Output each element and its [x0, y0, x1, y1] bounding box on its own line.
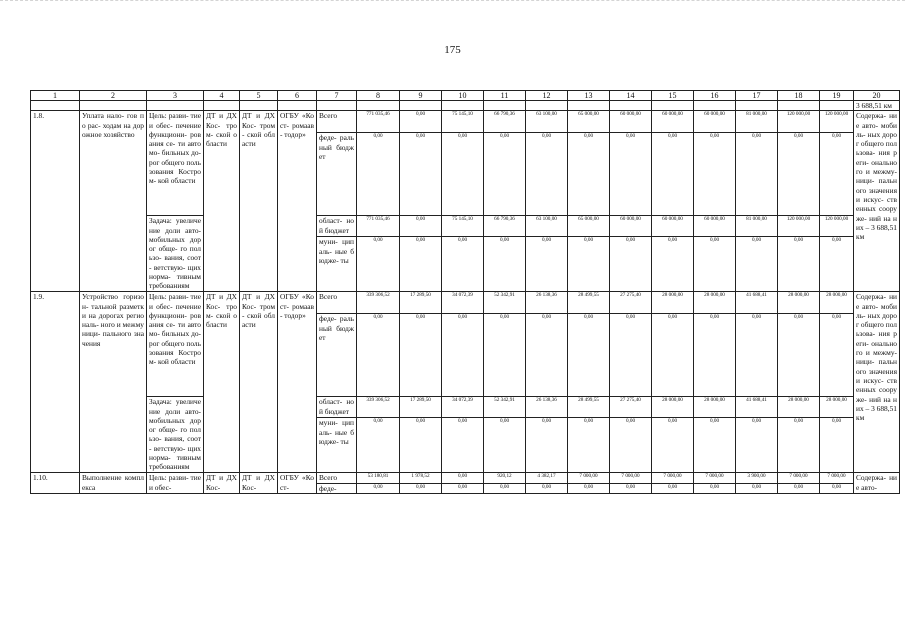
column-header: 16 [694, 91, 736, 101]
amount-cell: 41 688,41 [736, 397, 778, 418]
amount-cell: 0,00 [357, 483, 400, 493]
amount-cell: 17 289,50 [400, 292, 442, 314]
amount-cell: 52 342,91 [484, 292, 526, 314]
amount-cell: 28 000,00 [820, 397, 854, 418]
amount-cell: 0,00 [736, 314, 778, 397]
executor-cell: ОГБУ «Кост- ромаав- тодор» [278, 292, 317, 473]
amount-cell: 120 000,00 [778, 216, 820, 237]
amount-cell: 0,00 [778, 314, 820, 397]
task-text: Задача: увеличение доли авто- мобильных дорог обще- го пользо- вания, соот- ветствую- щих норма- тивным требованиям [147, 397, 204, 473]
amount-cell: 0,00 [484, 483, 526, 493]
funding-source: феде- ральный бюджет [317, 314, 357, 397]
column-header: 6 [278, 91, 317, 101]
amount-cell: 0,00 [820, 314, 854, 397]
funding-source: Всего [317, 111, 357, 133]
amount-cell: 28 000,00 [694, 292, 736, 314]
amount-cell: 0,00 [736, 133, 778, 216]
empty-cell [278, 101, 317, 111]
funding-source: област- ной бюджет [317, 216, 357, 237]
empty-cell [240, 101, 278, 111]
amount-cell: 0,00 [442, 473, 484, 483]
program-table [30, 90, 900, 494]
amount-cell: 0,00 [442, 314, 484, 397]
amount-cell: 81 000,00 [736, 216, 778, 237]
amount-cell: 0,00 [694, 483, 736, 493]
column-header: 1 [31, 91, 80, 101]
amount-cell: 7 000,00 [778, 473, 820, 483]
amount-cell: 28 000,00 [694, 397, 736, 418]
result-text: Содержа- ние авто- мобиль- ных дорог общего пользова- ния реги- онального и межму- ници- пального значения и искус- ственных сооруже- ний на них – 3 688,51 км [854, 111, 900, 292]
amount-cell: 0,00 [610, 133, 652, 216]
funding-source: феде- ральный бюджет [317, 133, 357, 216]
amount-cell: 66 790,36 [484, 111, 526, 133]
funding-source: Всего [317, 292, 357, 314]
amount-cell: 60 000,00 [694, 111, 736, 133]
carry-over-row [31, 101, 900, 111]
amount-cell: 771 035,46 [357, 111, 400, 133]
amount-cell: 0,00 [652, 483, 694, 493]
amount-cell: 0,00 [400, 111, 442, 133]
result-text: Содержа- ние авто- [854, 473, 900, 494]
amount-cell: 0,00 [610, 314, 652, 397]
amount-cell: 1 978,52 [400, 473, 442, 483]
column-header: 11 [484, 91, 526, 101]
empty-cell [820, 101, 854, 111]
amount-cell: 120 000,00 [820, 216, 854, 237]
amount-cell: 52 342,91 [484, 397, 526, 418]
funding-source: муни- ципаль- ные бюдже- ты [317, 418, 357, 473]
column-header: 19 [820, 91, 854, 101]
amount-cell: 7 000,00 [694, 473, 736, 483]
amount-cell: 60 000,00 [610, 216, 652, 237]
amount-cell: 0,00 [736, 483, 778, 493]
empty-cell [778, 101, 820, 111]
amount-cell: 34 072,39 [442, 397, 484, 418]
header-row [31, 91, 900, 101]
measure-name: Устройство горизон- тальной разметки на дорогах региональ- ного и межмуници- пального значения [80, 292, 147, 473]
amount-cell: 0,00 [610, 418, 652, 473]
amount-cell: 7 000,00 [568, 473, 610, 483]
amount-cell: 0,00 [484, 418, 526, 473]
amount-cell: 28 000,00 [778, 292, 820, 314]
amount-cell: 0,00 [694, 418, 736, 473]
amount-cell: 41 688,41 [736, 292, 778, 314]
empty-cell [204, 101, 240, 111]
executor-cell: ДТ и ДХ Кос- [240, 473, 278, 494]
amount-cell: 0,00 [778, 133, 820, 216]
result-text: Содержа- ние авто- мобиль- ных дорог общего пользова- ния реги- онального и межму- ници- пального значения и искус- ственных сооруже- ний на них – 3 688,51 км [854, 292, 900, 473]
measure-name: Выполнение комплекса [80, 473, 147, 494]
amount-cell: 7 000,00 [820, 473, 854, 483]
column-header: 4 [204, 91, 240, 101]
task-text: Задача: увеличение доли авто- мобильных дорог обще- го пользо- вания, соот- ветствую- щих норма- тивным требованиям [147, 216, 204, 292]
amount-cell: 75 145,10 [442, 216, 484, 237]
amount-cell: 7 000,00 [652, 473, 694, 483]
amount-cell: 120 000,00 [820, 111, 854, 133]
carry-over-result: 3 688,51 км [854, 101, 900, 111]
amount-cell: 0,00 [820, 237, 854, 292]
column-header: 9 [400, 91, 442, 101]
empty-cell [526, 101, 568, 111]
amount-cell: 28 000,00 [652, 397, 694, 418]
amount-cell: 0,00 [526, 314, 568, 397]
amount-cell: 0,00 [568, 418, 610, 473]
amount-cell: 0,00 [400, 418, 442, 473]
amount-cell: 65 000,00 [568, 216, 610, 237]
amount-cell: 28 000,00 [820, 292, 854, 314]
amount-cell: 28 499,55 [568, 397, 610, 418]
funding-source: област- ной бюджет [317, 397, 357, 418]
amount-cell: 4 382,17 [526, 473, 568, 483]
column-header: 17 [736, 91, 778, 101]
amount-cell: 66 790,36 [484, 216, 526, 237]
goal-text: Цель: разви- тие и обес- печение функциони- рования се- ти автомо- бильных до- рог общего пользования Костром- кой области [147, 111, 204, 216]
amount-cell: 3 900,00 [736, 473, 778, 483]
empty-cell [736, 101, 778, 111]
empty-cell [357, 101, 400, 111]
amount-cell: 0,00 [568, 237, 610, 292]
executor-cell: ДТ и ДХ Кос- тром- ской области [204, 111, 240, 292]
amount-cell: 0,00 [526, 418, 568, 473]
amount-cell: 28 000,00 [652, 292, 694, 314]
amount-cell: 0,00 [357, 418, 400, 473]
amount-cell: 27 275,40 [610, 397, 652, 418]
amount-cell: 81 000,00 [736, 111, 778, 133]
table-row [31, 111, 900, 133]
amount-cell: 60 000,00 [652, 111, 694, 133]
empty-cell [317, 101, 357, 111]
funding-source: феде- [317, 483, 357, 493]
empty-cell [147, 101, 204, 111]
amount-cell: 7 000,00 [610, 473, 652, 483]
amount-cell: 0,00 [652, 237, 694, 292]
amount-cell: 0,00 [442, 237, 484, 292]
amount-cell: 60 000,00 [694, 216, 736, 237]
amount-cell: 65 000,00 [568, 111, 610, 133]
column-header: 5 [240, 91, 278, 101]
column-header: 15 [652, 91, 694, 101]
amount-cell: 0,00 [610, 237, 652, 292]
amount-cell: 63 100,00 [526, 111, 568, 133]
amount-cell: 26 138,36 [526, 397, 568, 418]
empty-cell [484, 101, 526, 111]
amount-cell: 0,00 [610, 483, 652, 493]
amount-cell: 0,00 [526, 483, 568, 493]
column-header: 8 [357, 91, 400, 101]
empty-cell [568, 101, 610, 111]
amount-cell: 0,00 [652, 418, 694, 473]
amount-cell: 63 100,00 [526, 216, 568, 237]
amount-cell: 0,00 [400, 133, 442, 216]
amount-cell: 0,00 [526, 133, 568, 216]
item-number: 1.10. [31, 473, 80, 494]
amount-cell: 0,00 [442, 418, 484, 473]
amount-cell: 60 000,00 [652, 216, 694, 237]
amount-cell: 0,00 [568, 133, 610, 216]
executor-cell: ДТ и ДХ Кос- тром- ской области [204, 292, 240, 473]
amount-cell: 0,00 [442, 483, 484, 493]
amount-cell: 0,00 [357, 237, 400, 292]
amount-cell: 0,00 [526, 237, 568, 292]
amount-cell: 0,00 [652, 314, 694, 397]
executor-cell: ДТ и ДХ Кос- [204, 473, 240, 494]
column-header: 18 [778, 91, 820, 101]
goal-text: Цель: разви- тие и обес- [147, 473, 204, 494]
item-number: 1.9. [31, 292, 80, 473]
amount-cell: 0,00 [778, 418, 820, 473]
executor-cell: ДТ и ДХ Кос- тром- ской области [240, 111, 278, 292]
empty-cell [400, 101, 442, 111]
executor-cell: ОГБУ «Кост- [278, 473, 317, 494]
amount-cell: 53 180,81 [357, 473, 400, 483]
amount-cell: 27 275,40 [610, 292, 652, 314]
table-row [31, 473, 900, 483]
amount-cell: 0,00 [736, 418, 778, 473]
item-number: 1.8. [31, 111, 80, 292]
column-header: 13 [568, 91, 610, 101]
amount-cell: 28 000,00 [778, 397, 820, 418]
amount-cell: 0,00 [736, 237, 778, 292]
column-header: 7 [317, 91, 357, 101]
amount-cell: 0,00 [400, 483, 442, 493]
amount-cell: 0,00 [400, 237, 442, 292]
amount-cell: 0,00 [442, 133, 484, 216]
amount-cell: 920,12 [484, 473, 526, 483]
empty-cell [610, 101, 652, 111]
amount-cell: 34 072,39 [442, 292, 484, 314]
empty-cell [80, 101, 147, 111]
amount-cell: 339 306,52 [357, 397, 400, 418]
amount-cell: 75 145,10 [442, 111, 484, 133]
column-header: 10 [442, 91, 484, 101]
executor-cell: ДТ и ДХ Кос- тром- ской области [240, 292, 278, 473]
table-row [31, 216, 900, 237]
column-header: 2 [80, 91, 147, 101]
page-top-edge [0, 0, 905, 2]
executor-cell: ОГБУ «Кост- ромаав- тодор» [278, 111, 317, 292]
funding-source: Всего [317, 473, 357, 483]
amount-cell: 0,00 [694, 237, 736, 292]
amount-cell: 28 499,55 [568, 292, 610, 314]
amount-cell: 0,00 [357, 314, 400, 397]
amount-cell: 0,00 [778, 237, 820, 292]
amount-cell: 339 306,52 [357, 292, 400, 314]
amount-cell: 0,00 [484, 314, 526, 397]
amount-cell: 120 000,00 [778, 111, 820, 133]
measure-name: Уплата нало- гов по рас- ходам на дорожное хозяйство [80, 111, 147, 292]
amount-cell: 0,00 [820, 133, 854, 216]
table-row [31, 292, 900, 314]
amount-cell: 0,00 [652, 133, 694, 216]
amount-cell: 60 000,00 [610, 111, 652, 133]
amount-cell: 0,00 [400, 216, 442, 237]
funding-source: муни- ципаль- ные бюдже- ты [317, 237, 357, 292]
amount-cell: 0,00 [820, 418, 854, 473]
empty-cell [31, 101, 80, 111]
amount-cell: 0,00 [484, 133, 526, 216]
goal-text: Цель: разви- тие и обес- печение функциони- рования се- ти автомо- бильных до- рог общего пользования Костром- кой области [147, 292, 204, 397]
amount-cell: 0,00 [694, 133, 736, 216]
amount-cell: 0,00 [568, 314, 610, 397]
column-header: 12 [526, 91, 568, 101]
page-number: 175 [444, 44, 461, 56]
empty-cell [694, 101, 736, 111]
column-header: 3 [147, 91, 204, 101]
amount-cell: 17 289,50 [400, 397, 442, 418]
amount-cell: 0,00 [820, 483, 854, 493]
amount-cell: 0,00 [400, 314, 442, 397]
amount-cell: 0,00 [484, 237, 526, 292]
empty-cell [652, 101, 694, 111]
column-header: 14 [610, 91, 652, 101]
amount-cell: 0,00 [694, 314, 736, 397]
amount-cell: 0,00 [778, 483, 820, 493]
amount-cell: 0,00 [568, 483, 610, 493]
column-header: 20 [854, 91, 900, 101]
empty-cell [442, 101, 484, 111]
table-row [31, 397, 900, 418]
amount-cell: 771 035,46 [357, 216, 400, 237]
amount-cell: 26 138,36 [526, 292, 568, 314]
amount-cell: 0,00 [357, 133, 400, 216]
